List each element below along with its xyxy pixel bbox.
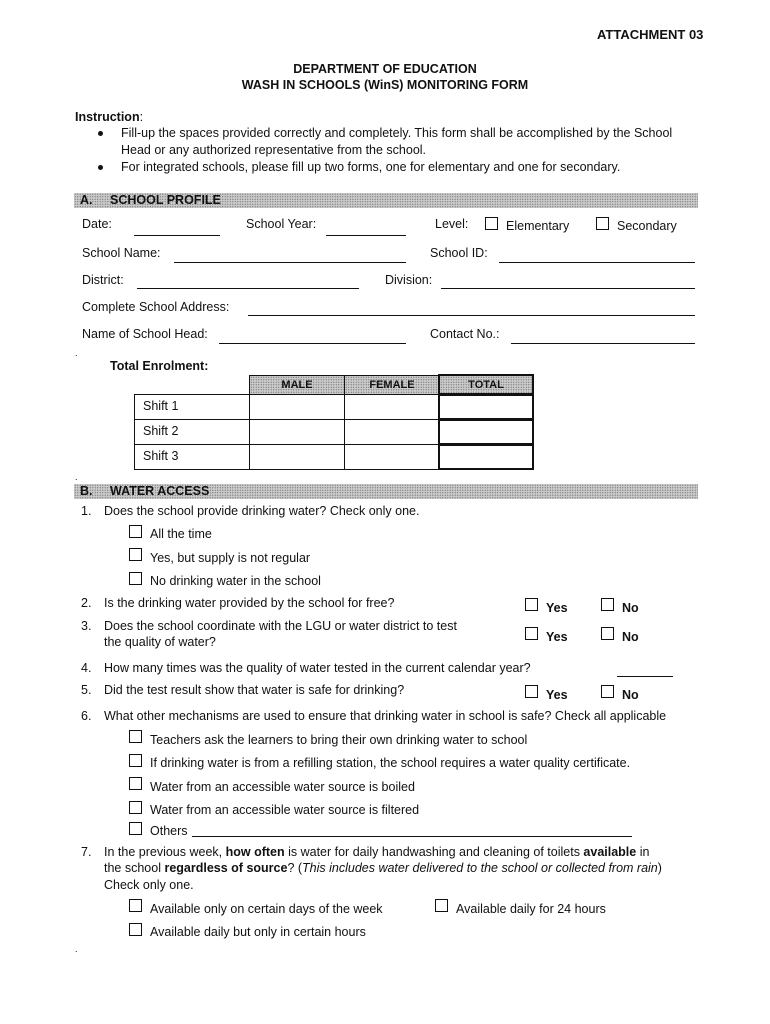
- instruction-bullet-2: For integrated schools, please fill up two forms, one for elementary and one for secondary.: [121, 160, 621, 174]
- cell-total-shift-1[interactable]: [438, 394, 534, 420]
- q6-others-field[interactable]: [192, 836, 632, 837]
- header-total: TOTAL: [438, 374, 534, 395]
- q7-part-j: ): [657, 861, 662, 875]
- q1-option-2-checkbox[interactable]: [129, 548, 142, 561]
- q7-part-a: In the previous week,: [104, 845, 226, 859]
- q5-yes-checkbox[interactable]: [525, 685, 538, 698]
- cell-total-shift-2[interactable]: [438, 419, 534, 445]
- q1-number: 1.: [81, 504, 92, 518]
- cell-female-shift-2[interactable]: [344, 419, 440, 445]
- q3-no-checkbox[interactable]: [601, 627, 614, 640]
- cell-male-shift-1[interactable]: [249, 394, 345, 420]
- enrolment-label: Total Enrolment:: [110, 359, 209, 373]
- division-field[interactable]: [441, 288, 695, 289]
- district-label: District:: [82, 273, 124, 287]
- q7-number: 7.: [81, 845, 92, 859]
- department-title: DEPARTMENT OF EDUCATION: [293, 62, 477, 76]
- q6-option-2-checkbox[interactable]: [129, 754, 142, 767]
- q2-yes-label: Yes: [546, 601, 568, 615]
- q7-part-f: the school: [104, 861, 165, 875]
- section-a-letter: A.: [80, 193, 93, 207]
- contact-field[interactable]: [511, 343, 695, 344]
- q2-no-checkbox[interactable]: [601, 598, 614, 611]
- district-field[interactable]: [137, 288, 359, 289]
- section-a-title: SCHOOL PROFILE: [110, 193, 221, 207]
- header-male: MALE: [249, 375, 345, 395]
- form-title: WASH IN SCHOOLS (WinS) MONITORING FORM: [241, 78, 529, 92]
- q1-option-2-label: Yes, but supply is not regular: [150, 551, 311, 565]
- q6-option-1-label: Teachers ask the learners to bring their own drinking water to school: [150, 733, 528, 747]
- q7-option-1-checkbox[interactable]: [129, 899, 142, 912]
- school-name-label: School Name:: [82, 246, 161, 260]
- q7-part-h: ? (: [287, 861, 303, 875]
- q7-option-2-checkbox[interactable]: [435, 899, 448, 912]
- q6-option-5-checkbox[interactable]: [129, 822, 142, 835]
- section-b-letter: B.: [80, 484, 93, 498]
- q5-number: 5.: [81, 683, 92, 697]
- q7-part-e: in: [636, 845, 650, 859]
- q7-part-d: available: [583, 845, 637, 859]
- bullet-icon: [98, 165, 103, 170]
- school-name-field[interactable]: [174, 262, 406, 263]
- q6-text: What other mechanisms are used to ensure that drinking water in school is safe? Check all applicable: [104, 709, 667, 723]
- cell-female-shift-3[interactable]: [344, 444, 440, 470]
- q5-no-checkbox[interactable]: [601, 685, 614, 698]
- q7-part-b: how often: [225, 845, 285, 859]
- q2-number: 2.: [81, 596, 92, 610]
- level-label: Level:: [435, 217, 469, 231]
- q4-answer-field[interactable]: [617, 676, 673, 677]
- header-female: FEMALE: [344, 375, 440, 395]
- section-a-bar: [74, 193, 698, 208]
- level-secondary-checkbox[interactable]: [596, 217, 609, 230]
- q1-option-3-label: No drinking water in the school: [150, 574, 321, 588]
- q6-option-2-label: If drinking water is from a refilling station, the school requires a water quality certificate.: [150, 756, 631, 770]
- q3-number: 3.: [81, 619, 92, 633]
- contact-label: Contact No.:: [430, 327, 500, 341]
- school-year-field[interactable]: [326, 235, 406, 236]
- cell-total-shift-3[interactable]: [438, 444, 534, 470]
- q7-option-1-label: Available only on certain days of the week: [150, 902, 383, 916]
- q6-option-3-label: Water from an accessible water source is boiled: [150, 780, 415, 794]
- stray-mark: .: [75, 944, 78, 954]
- instruction-bullet-1-line-1: Fill-up the spaces provided correctly and completely. This form shall be accomplished by the School: [121, 126, 673, 140]
- q3-text-line-1: Does the school coordinate with the LGU or water district to test: [104, 619, 457, 633]
- date-label: Date:: [82, 217, 112, 231]
- q5-yes-label: Yes: [546, 688, 568, 702]
- address-field[interactable]: [248, 315, 695, 316]
- school-head-label: Name of School Head:: [82, 327, 208, 341]
- q3-text-line-2: the quality of water?: [104, 635, 216, 649]
- q6-option-1-checkbox[interactable]: [129, 730, 142, 743]
- bullet-icon: [98, 131, 103, 136]
- date-field[interactable]: [134, 235, 220, 236]
- q5-text: Did the test result show that water is safe for drinking?: [104, 683, 405, 697]
- instruction-heading: [75, 110, 143, 124]
- level-secondary-label: Secondary: [617, 219, 677, 233]
- q7-text-line-3: Check only one.: [104, 878, 194, 892]
- school-head-field[interactable]: [219, 343, 406, 344]
- q7-text-line-2: [104, 861, 662, 875]
- row-label-shift-3: Shift 3: [134, 444, 250, 470]
- row-label-shift-1: Shift 1: [134, 394, 250, 420]
- q3-no-label: No: [622, 630, 639, 644]
- section-b-bar: [74, 484, 698, 499]
- q4-text: How many times was the quality of water tested in the current calendar year?: [104, 661, 531, 675]
- school-year-label: School Year:: [246, 217, 317, 231]
- q7-part-i: This includes water delivered to the school or collected from rain: [302, 861, 658, 875]
- q2-text: Is the drinking water provided by the school for free?: [104, 596, 395, 610]
- q6-option-4-checkbox[interactable]: [129, 801, 142, 814]
- q7-option-2-label: Available daily for 24 hours: [456, 902, 606, 916]
- instruction-bullet-1-line-2: Head or any authorized representative from the school.: [121, 143, 427, 157]
- q4-number: 4.: [81, 661, 92, 675]
- row-label-shift-2: Shift 2: [134, 419, 250, 445]
- cell-female-shift-1[interactable]: [344, 394, 440, 420]
- q2-yes-checkbox[interactable]: [525, 598, 538, 611]
- q5-no-label: No: [622, 688, 639, 702]
- q6-option-3-checkbox[interactable]: [129, 777, 142, 790]
- instruction-label: Instruction: [75, 110, 140, 124]
- cell-male-shift-3[interactable]: [249, 444, 345, 470]
- division-label: Division:: [385, 273, 433, 287]
- stray-mark: .: [75, 472, 78, 482]
- q1-option-3-checkbox[interactable]: [129, 572, 142, 585]
- stray-mark: .: [75, 348, 78, 358]
- q7-part-g: regardless of source: [164, 861, 288, 875]
- q3-yes-checkbox[interactable]: [525, 627, 538, 640]
- level-elementary-label: Elementary: [506, 219, 570, 233]
- q1-text: Does the school provide drinking water? Check only one.: [104, 504, 420, 518]
- level-elementary-checkbox[interactable]: [485, 217, 498, 230]
- q6-number: 6.: [81, 709, 92, 723]
- q7-option-3-checkbox[interactable]: [129, 923, 142, 936]
- q6-option-5-label: Others: [150, 824, 188, 838]
- q3-yes-label: Yes: [546, 630, 568, 644]
- instruction-colon: :: [139, 110, 144, 124]
- school-id-label: School ID:: [430, 246, 488, 260]
- q7-part-c: is water for daily handwashing and cleaning of toilets: [284, 845, 584, 859]
- q2-no-label: No: [622, 601, 639, 615]
- q6-option-4-label: Water from an accessible water source is filtered: [150, 803, 420, 817]
- q1-option-1-checkbox[interactable]: [129, 525, 142, 538]
- section-b-title: WATER ACCESS: [110, 484, 210, 498]
- school-id-field[interactable]: [499, 262, 695, 263]
- cell-male-shift-2[interactable]: [249, 419, 345, 445]
- address-label: Complete School Address:: [82, 300, 230, 314]
- q7-text-line-1: [104, 845, 649, 859]
- q1-option-1-label: All the time: [150, 527, 212, 541]
- attachment-label: ATTACHMENT 03: [597, 27, 704, 42]
- q7-option-3-label: Available daily but only in certain hours: [150, 925, 366, 939]
